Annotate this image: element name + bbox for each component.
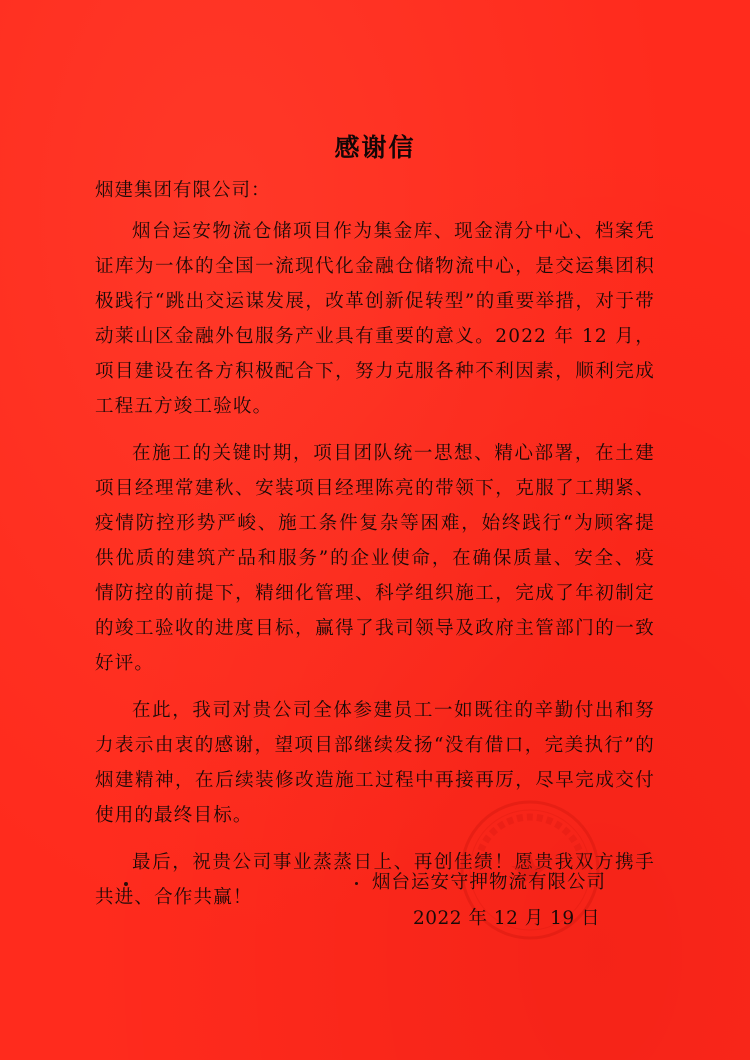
paragraph-3: 在此，我司对贵公司全体参建员工一如既往的辛勤付出和努力表示由衷的感谢，望项目部继续发扬“没有借口，完美执行”的烟建精神，在后续装修改造施工过程中再接再厉，尽早完成交付使用的最终目标。 [95,700,655,826]
paragraph-4: 最后，祝贵公司事业蒸蒸日上、再创佳绩！愿贵我双方携手共进、合作共赢！ [95,852,655,908]
letter-date: 2022 年 12 月 19 日 [413,908,601,929]
paragraph-1: 烟台运安物流仓储项目作为集金库、现金清分中心、档案凭证库为一体的全国一流现代化金融仓储物流中心，是交运集团积极践行“跳出交运谋发展，改革创新促转型”的重要举措，对于带动莱山区金融外包服务产业具有重要的意义。2022 年 12 月，项目建设在各方积极配合下，努力克服各种不利因素，顺利完成工程五方竣工验收。 [95,221,655,417]
signer-company: 烟台运安守押物流有限公司 [372,872,607,893]
salutation: 烟建集团有限公司： [95,180,271,201]
ink-speck [124,882,128,886]
letter-title: 感谢信 [334,133,416,162]
ink-speck [355,882,358,885]
paragraph-2: 在施工的关键时期，项目团队统一思想、精心部署，在土建项目经理常建秋、安装项目经理陈亮的带领下，克服了工期紧、疫情防控形势严峻、施工条件复杂等困难，始终践行“为顾客提供优质的建筑产品和服务”的企业使命，在确保质量、安全、疫情防控的前提下，精细化管理、科学组织施工，完成了年初制定的竣工验收的进度目标，赢得了我司领导及政府主管部门的一致好评。 [95,443,655,674]
